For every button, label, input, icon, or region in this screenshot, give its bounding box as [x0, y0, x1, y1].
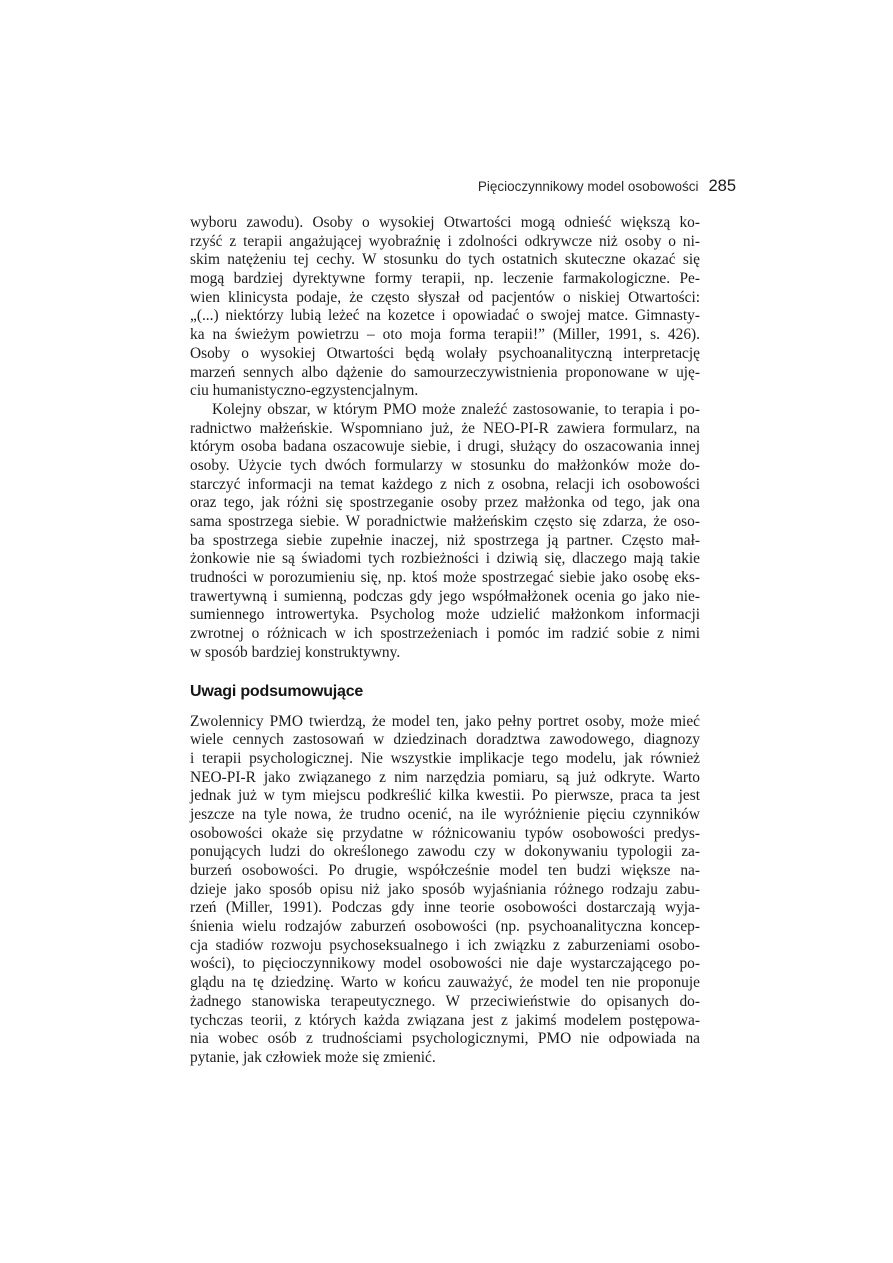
text-line: NEO-PI-R jako związanego z nim narzędzia pomiaru, są już odkryte. Warto [190, 768, 700, 786]
text-line: nia wobec osób z trudnościami psychologicznymi, PMO nie odpowiada na [190, 1030, 700, 1048]
text-line: osobowości okaże się przydatne w różnicowaniu typów osobowości predys- [190, 824, 700, 842]
text-line: zwrotnej o różnicach w ich spostrzeżeniach i pomóc im radzić sobie z nimi [190, 625, 700, 643]
text-line: marzeń sennych albo dążenie do samourzeczywistnienia proponowane w uję- [190, 363, 700, 381]
text-line: „(...) niektórzy lubią leżeć na kozetce i opowiadać o swojej matce. Gimnasty- [190, 307, 700, 325]
text-line: glądu na tę dziedzinę. Warto w końcu zauważyć, że model ten nie proponuje [190, 974, 700, 992]
text-line: skim natężeniu tej cechy. W stosunku do tych ostatnich skuteczne okazać się [190, 251, 700, 269]
text-line: oraz tego, jak różni się spostrzeganie osoby przez małżonka od tego, jak ona [190, 494, 700, 512]
text-line: sumiennego introwertyka. Psycholog może udzielić małżonkom informacji [190, 606, 700, 624]
text-line: żadnego stanowiska terapeutycznego. W przeciwieństwie do opisanych do- [190, 992, 700, 1010]
text-line: radnictwo małżeńskie. Wspomniano już, że NEO-PI-R zawiera formularz, na [190, 419, 700, 437]
page-number: 285 [708, 177, 736, 195]
text-line: Osoby o wysokiej Otwartości będą wolały psychoanalityczną interpretację [190, 344, 700, 362]
text-line: śnienia wielu rodzajów zaburzeń osobowości (np. psychoanalityczna koncep- [190, 918, 700, 936]
body-text [190, 214, 700, 1068]
text-line: jeszcze na tyle nowa, że trudno ocenić, na ile wyróżnienie pięciu czynników [190, 805, 700, 823]
text-line: i terapii psychologicznej. Nie wszystkie implikacje tego modelu, jak również [190, 749, 700, 767]
text-line: rzyść z terapii angażującej wyobraźnię i zdolności odkrywcze niż osoby o ni- [190, 232, 700, 250]
paragraph-3 [190, 713, 700, 1068]
text-line: żonkowie nie są świadomi tych rozbieżności i dziwią się, dlaczego mają takie [190, 550, 700, 568]
text-line: Zwolennicy PMO twierdzą, że model ten, jako pełny portret osoby, może mieć [190, 712, 700, 730]
text-line: rzeń (Miller, 1991). Podczas gdy inne teorie osobowości dostarczają wyja- [190, 899, 700, 917]
running-head [190, 174, 736, 199]
text-line: ciu humanistyczno-egzystencjalnym. [190, 382, 419, 400]
text-line: dzieje jako sposób opisu niż jako sposób wyjaśniania różnego rodzaju zabu- [190, 880, 700, 898]
text-line: starczyć informacji na temat każdego z nich z osobna, relacji ich osobowości [190, 475, 700, 493]
section-heading: Uwagi podsumowujące [190, 682, 364, 700]
text-line: w sposób bardziej konstruktywny. [190, 643, 401, 661]
text-line: cja stadiów rozwoju psychoseksualnego i ich związku z zaburzeniami osobo- [190, 936, 700, 954]
text-line: mogą bardziej dyrektywne formy terapii, np. leczenie farmakologiczne. Pe- [190, 270, 700, 288]
text-line: tychczas teorii, z których każda związana jest z jakimś modelem postępowa- [190, 1011, 700, 1029]
text-line: ka na świeżym powietrzu – oto moja forma terapii!” (Miller, 1991, s. 426). [190, 326, 700, 344]
text-line: ba spostrzega siebie zupełnie inaczej, niż spostrzega ją partner. Często mał- [190, 531, 700, 549]
text-line: którym osoba badana oszacowuje siebie, i drugi, służący do oszacowania innej [190, 438, 700, 456]
text-line: wiele cennych zastosowań w dziedzinach doradztwa zawodowego, diagnozy [190, 731, 700, 749]
text-line: trudności w porozumieniu się, np. ktoś może spostrzegać siebie jako osobę eks- [190, 569, 700, 587]
text-line: pytanie, jak człowiek może się zmienić. [190, 1048, 436, 1066]
text-line: wien klinicysta podaje, że często słyszał od pacjentów o niskiej Otwartości: [190, 288, 700, 306]
paragraph-2 [190, 401, 700, 663]
text-line: wości), to pięcioczynnikowy model osobowości nie daje wystarczającego po- [190, 955, 700, 973]
text-line: ponujących ludzi do określonego zawodu czy w dokonywaniu typologii za- [190, 843, 700, 861]
running-title: Pięcioczynnikowy model osobowości [477, 179, 699, 194]
text-line: burzeń osobowości. Po drugie, współcześnie model ten budzi większe na- [190, 862, 700, 879]
text-line: wyboru zawodu). Osoby o wysokiej Otwartości mogą odnieść większą ko- [190, 214, 700, 231]
text-line: trawertywną i sumienną, podczas gdy jego współmałżonek ocenia go jako nie- [190, 587, 700, 605]
text-line: Kolejny obszar, w którym PMO może znaleźć zastosowanie, to terapia i po- [212, 400, 700, 418]
text-line: sama spostrzega siebie. W poradnictwie małżeńskim często się zdarza, że oso- [190, 513, 700, 530]
paragraph-1 [190, 214, 700, 401]
text-line: jednak już w tym miejscu podkreślić kilka kwestii. Po pierwsze, praca ta jest [190, 787, 700, 805]
text-line: osoby. Użycie tych dwóch formularzy w stosunku do małżonków może do- [190, 456, 700, 474]
